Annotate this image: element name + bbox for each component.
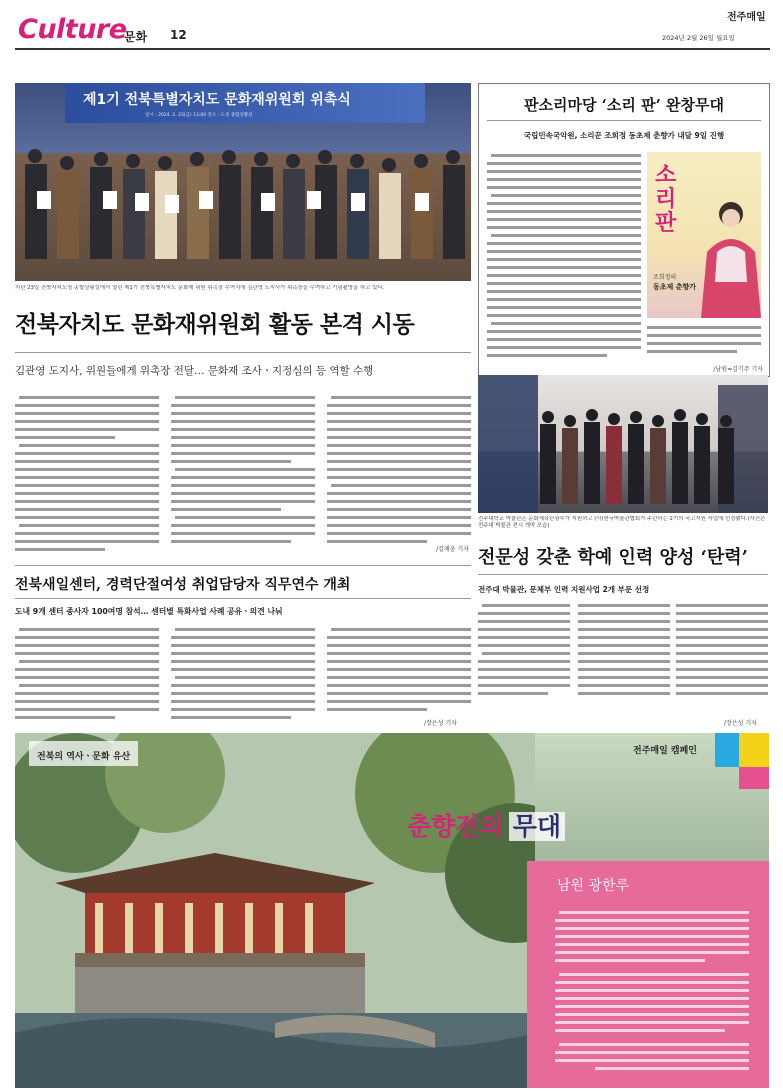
pansori-body-lines-2 — [647, 324, 761, 364]
jobs-byline: /장은성 기자 — [424, 720, 457, 727]
page-number: 12 — [170, 28, 187, 42]
poster-performer — [697, 192, 761, 318]
jobs-subhead: 도내 9개 센터 종사자 100여명 참석… 센터별 특화사업 사례 공유ㆍ의견 나눠 — [15, 607, 283, 616]
pansori-headline: 판소리마당 ‘소리 판’ 완창무대 — [524, 96, 724, 114]
section-title-en: Culture — [18, 14, 127, 45]
lead-body-lines — [15, 392, 471, 557]
lead-headline: 전북자치도 문화재위원회 활동 본격 시동 — [15, 311, 415, 338]
pansori-byline: /남원=김기주 기자 — [713, 366, 763, 373]
paper-name: 전주매일 — [727, 12, 766, 23]
museum-headline: 전문성 갖춘 학예 인력 양성 ‘탄력’ — [478, 547, 748, 568]
banner-title: 제1기 전북특별자치도 문화재위원회 위촉식 — [83, 92, 351, 108]
museum-subhead: 전주대 박물관, 문체부 인력 지원사업 2개 부문 선정 — [478, 585, 650, 594]
poster-name: 조희정의 — [653, 274, 677, 281]
section-title-ko: 문화 — [124, 30, 148, 44]
masthead-rule — [15, 48, 770, 50]
museum-byline: /장은성 기자 — [724, 720, 757, 727]
museum-rule — [478, 574, 768, 575]
feature-tag — [29, 741, 138, 766]
feature-place: 남원 광한루 — [557, 878, 630, 894]
museum-photo-caption: 전주대학교 박물관은 문화체육관광부가 지원하고 (사)한국박물관협회가 주관하는 2기의 국고지원 사업에 선정됐다.(사진은 전주대 박물관 전시 개막 모습) — [478, 516, 766, 529]
feature-tag-label: 전북의 역사ㆍ문화 유산 — [37, 752, 131, 762]
campaign-label: 전주매일 캠페인 — [633, 746, 697, 756]
color-block-cyan — [715, 733, 739, 767]
feature-title-b: 무대 — [509, 812, 565, 841]
jobs-body-lines — [15, 626, 471, 726]
feature-title — [407, 807, 565, 843]
jobs-headline: 전북새일센터, 경력단절여성 취업담당자 직무연수 개최 — [15, 577, 351, 593]
poster-work: 동초제 춘향가 — [653, 283, 697, 291]
pansori-subhead: 국립민속국악원, 소리꾼 조희정 동초제 춘향가 내달 9일 진행 — [523, 131, 725, 140]
pansori-rule — [487, 120, 761, 121]
banner-subtitle: 일시 : 2024. 2. 23(금) 13:00 장소 : 도청 종합상황실 — [145, 113, 253, 118]
ceremony-banner — [65, 83, 425, 123]
museum-body-lines — [478, 602, 768, 722]
museum-photo — [478, 375, 768, 513]
feature-body-lines — [555, 909, 755, 1079]
lead-body — [15, 392, 471, 557]
people-group — [15, 131, 471, 281]
lead-byline: /김재윤 기자 — [436, 546, 469, 553]
pavilion-scene — [15, 733, 535, 1088]
color-block-pink — [739, 767, 769, 789]
jobs-top-rule — [15, 565, 471, 566]
color-block-yellow — [739, 733, 769, 767]
lead-photo-caption: 지난 23일 전북자치도청 종합상황실에서 열린 제1기 전북특별자치도 문화재 위원 위촉장 수여식에 김관영 도지사가 위촉장을 수여하고 기념촬영을 하고 있다. — [15, 285, 385, 291]
museum-group — [478, 375, 768, 513]
feature-section — [15, 733, 769, 1088]
lead-photo — [15, 83, 471, 281]
lead-subhead: 김관영 도지사, 위원들에게 위촉장 전달… 문화재 조사ㆍ지정심의 등 역할 수행 — [15, 365, 374, 377]
lead-rule — [15, 352, 471, 353]
jobs-rule — [15, 598, 471, 599]
poster-title: 소리판 — [655, 163, 677, 236]
issue-date: 2024년 2월 26일 월요일 — [662, 34, 735, 42]
feature-title-a: 춘향전의 — [407, 812, 504, 841]
pansori-box — [478, 83, 770, 377]
feature-text-panel — [527, 861, 769, 1088]
pansori-body-lines — [487, 152, 641, 368]
pansori-poster — [647, 152, 761, 318]
masthead — [0, 0, 783, 50]
